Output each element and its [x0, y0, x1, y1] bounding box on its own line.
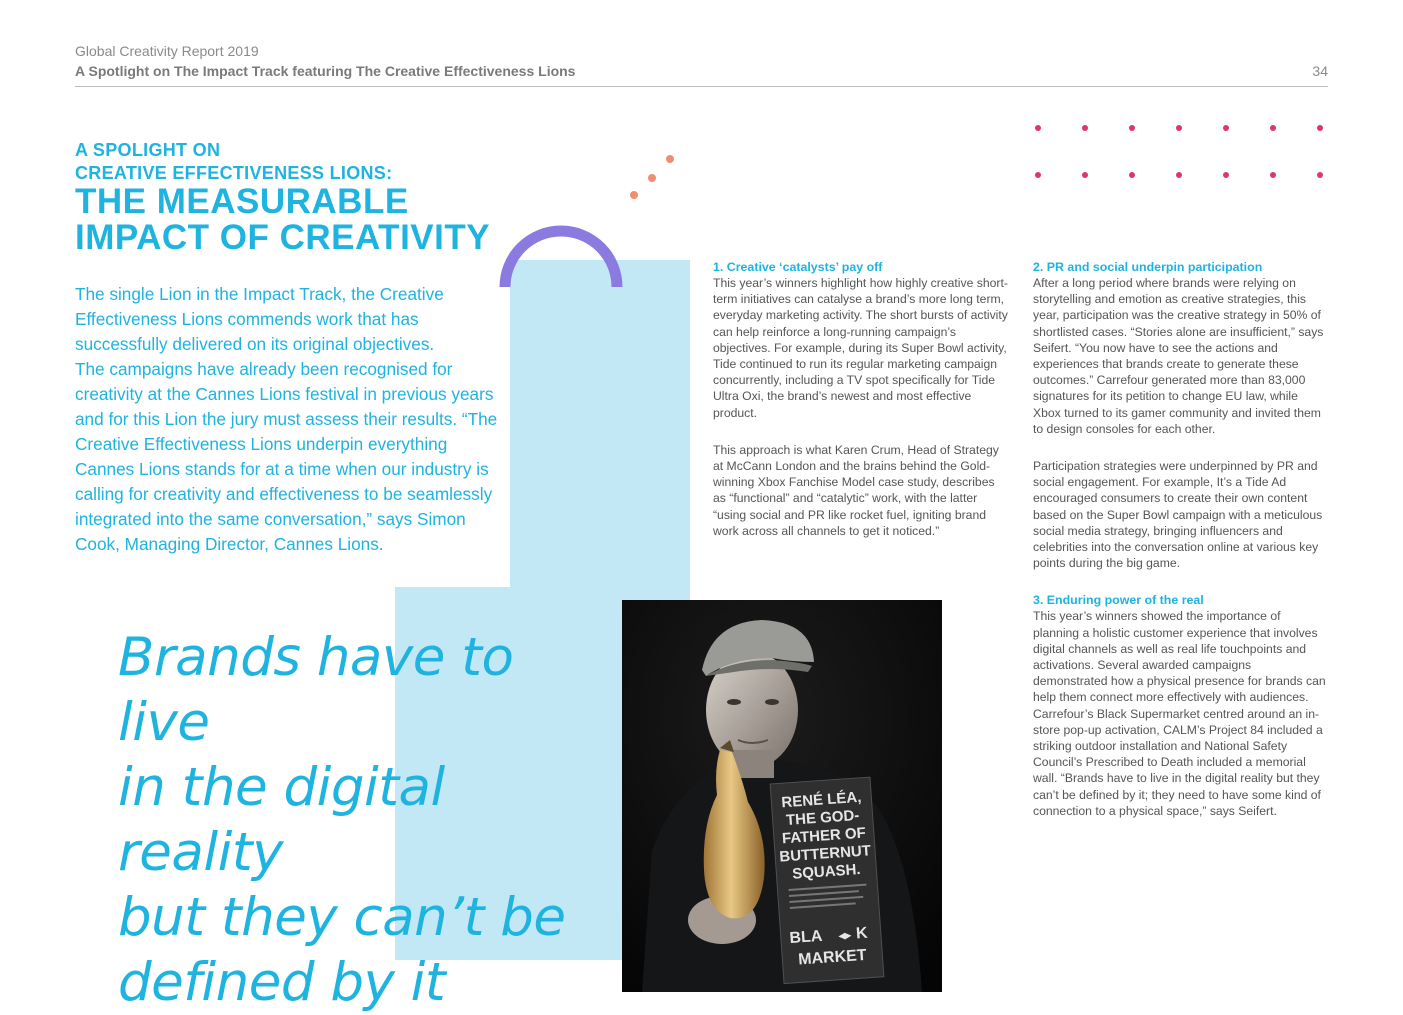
- poster-text: THE GOD-: [785, 806, 860, 830]
- headline-line: IMPACT OF CREATIVITY: [75, 218, 491, 257]
- pink-dot: [1129, 125, 1135, 131]
- column-heading: 3. Enduring power of the real: [1033, 593, 1204, 608]
- column-paragraph: This year’s winners highlight how highly creative short-term initiatives can catalyse a brand’s more long term, everyday marketing activity. The short bursts of activity can help reinforce a long-running campaign’s objectives. For example, during its Super Bowl activity, Tide continued to run its regular marketing campaign concurrently, including a TV spot specifically for Tide Ultra Oxi, the brand’s newest and most effective product.: [713, 276, 1008, 420]
- intro-text: [75, 282, 505, 557]
- quote-line: defined by it: [118, 952, 446, 1013]
- poster-brand: BLA: [788, 927, 823, 948]
- column-paragraph: After a long period where brands were relying on storytelling and emotion as creative strategies, this year, participation was the creative strategy in 50% of shortlisted cases. “Stories alone are insufficient,” says Seifert. “You now have to see the actions and experiences that brands create to generate these outcomes.” Carrefour generated more than 83,000 signatures for its petition to change EU law, while Xbox turned to its gamer community and invited them to design consoles for each other.: [1033, 276, 1324, 436]
- decorative-blue-panel-top: [510, 260, 690, 600]
- article-column-2: [1033, 259, 1328, 819]
- pink-dot: [1035, 172, 1041, 178]
- intro-paragraph: The single Lion in the Impact Track, the Creative Effectiveness Lions commends work that has successfully delivered on its original objectives.: [75, 284, 444, 354]
- header-divider: [75, 86, 1328, 87]
- quote-line: in the digital reality: [118, 757, 445, 883]
- pink-dot: [1082, 172, 1088, 178]
- quote-line: Brands have to live: [118, 627, 514, 753]
- column-paragraph: This approach is what Karen Crum, Head of Strategy at McCann London and the brains behind the Gold-winning Xbox Fanchise Model case study, describes as “functional” and “catalytic” work, with the latter “using social and PR like rocket fuel, igniting brand work across all channels to get it noticed.”: [713, 442, 999, 538]
- page-number: 34: [1312, 63, 1328, 79]
- section-kicker: [75, 139, 392, 185]
- pink-dot: [1176, 172, 1182, 178]
- poster-text: RENÉ LÉA,: [780, 788, 862, 812]
- kicker-line: A SPOLIGHT ON: [75, 140, 221, 160]
- coral-dot: [630, 191, 638, 199]
- page-headline: [75, 184, 490, 256]
- pink-dot: [1129, 172, 1135, 178]
- column-paragraph: Participation strategies were underpinned by PR and social engagement. For example, It’s a Tide Ad encouraged consumers to create their own content based on the Super Bowl campaign with a meticulous social media strategy, bringing influencers and celebrities into the conversation online at various key points during the big game.: [1033, 459, 1323, 571]
- pink-dot: [1223, 125, 1229, 131]
- pink-dot: [1317, 125, 1323, 131]
- poster-brand: K: [855, 924, 869, 943]
- pink-dot: [1035, 125, 1041, 131]
- quote-line: but they can’t be: [118, 887, 566, 948]
- poster-text: SQUASH.: [791, 861, 862, 883]
- report-title: Global Creativity Report 2019: [75, 43, 259, 59]
- coral-dot: [666, 155, 674, 163]
- photo-illustration: [622, 600, 942, 992]
- column-heading: 2. PR and social underpin participation: [1033, 260, 1263, 274]
- pink-dot: [1270, 125, 1276, 131]
- carrefour-logo-icon: ◂▸: [838, 927, 852, 943]
- decorative-arch: [499, 225, 623, 287]
- campaign-photo: [622, 600, 942, 992]
- column-paragraph: This year’s winners showed the importance of planning a holistic customer experience that involves digital channels as well as real life touchpoints and activations. Several awarded campaigns demonstrated how a physical presence for brands can help them connect more effectively with audiences. Carrefour’s Black Supermarket centred around an in-store pop-up activation, CALM’s Project 84 included a striking outdoor installation and National Safety Council’s Prescribed to Death included a memorial wall. “Brands have to live in the digital reality but they can’t be defined by it; they need to have some kind of connection to a physical space,” says Seifert.: [1033, 609, 1326, 818]
- poster-text: BUTTERNUT: [778, 842, 872, 866]
- poster-brand: MARKET: [797, 946, 868, 969]
- pink-dot: [1223, 172, 1229, 178]
- poster-text: FATHER OF: [781, 824, 867, 848]
- kicker-line: CREATIVE EFFECTIVENESS LIONS:: [75, 163, 393, 183]
- pink-dot: [1317, 172, 1323, 178]
- pink-dot: [1082, 125, 1088, 131]
- pull-quote: [118, 625, 618, 1015]
- column-heading: 1. Creative ‘catalysts’ pay off: [713, 260, 883, 274]
- headline-line: THE MEASURABLE: [75, 182, 409, 221]
- intro-paragraph: The campaigns have already been recognised for creativity at the Cannes Lions festival in previous years and for this Lion the jury must assess their results. “The Creative Effectiveness Lions underpin everything Cannes Lions stands for at a time when our industry is calling for creativity and effectiveness to be seamlessly integrated into the same conversation,” says Simon Cook, Managing Director, Cannes Lions.: [75, 359, 498, 554]
- article-column-1: [713, 259, 1008, 539]
- pink-dot: [1270, 172, 1276, 178]
- pink-dot: [1176, 125, 1182, 131]
- section-title: A Spotlight on The Impact Track featuring The Creative Effectiveness Lions: [75, 63, 576, 79]
- coral-dot: [648, 174, 656, 182]
